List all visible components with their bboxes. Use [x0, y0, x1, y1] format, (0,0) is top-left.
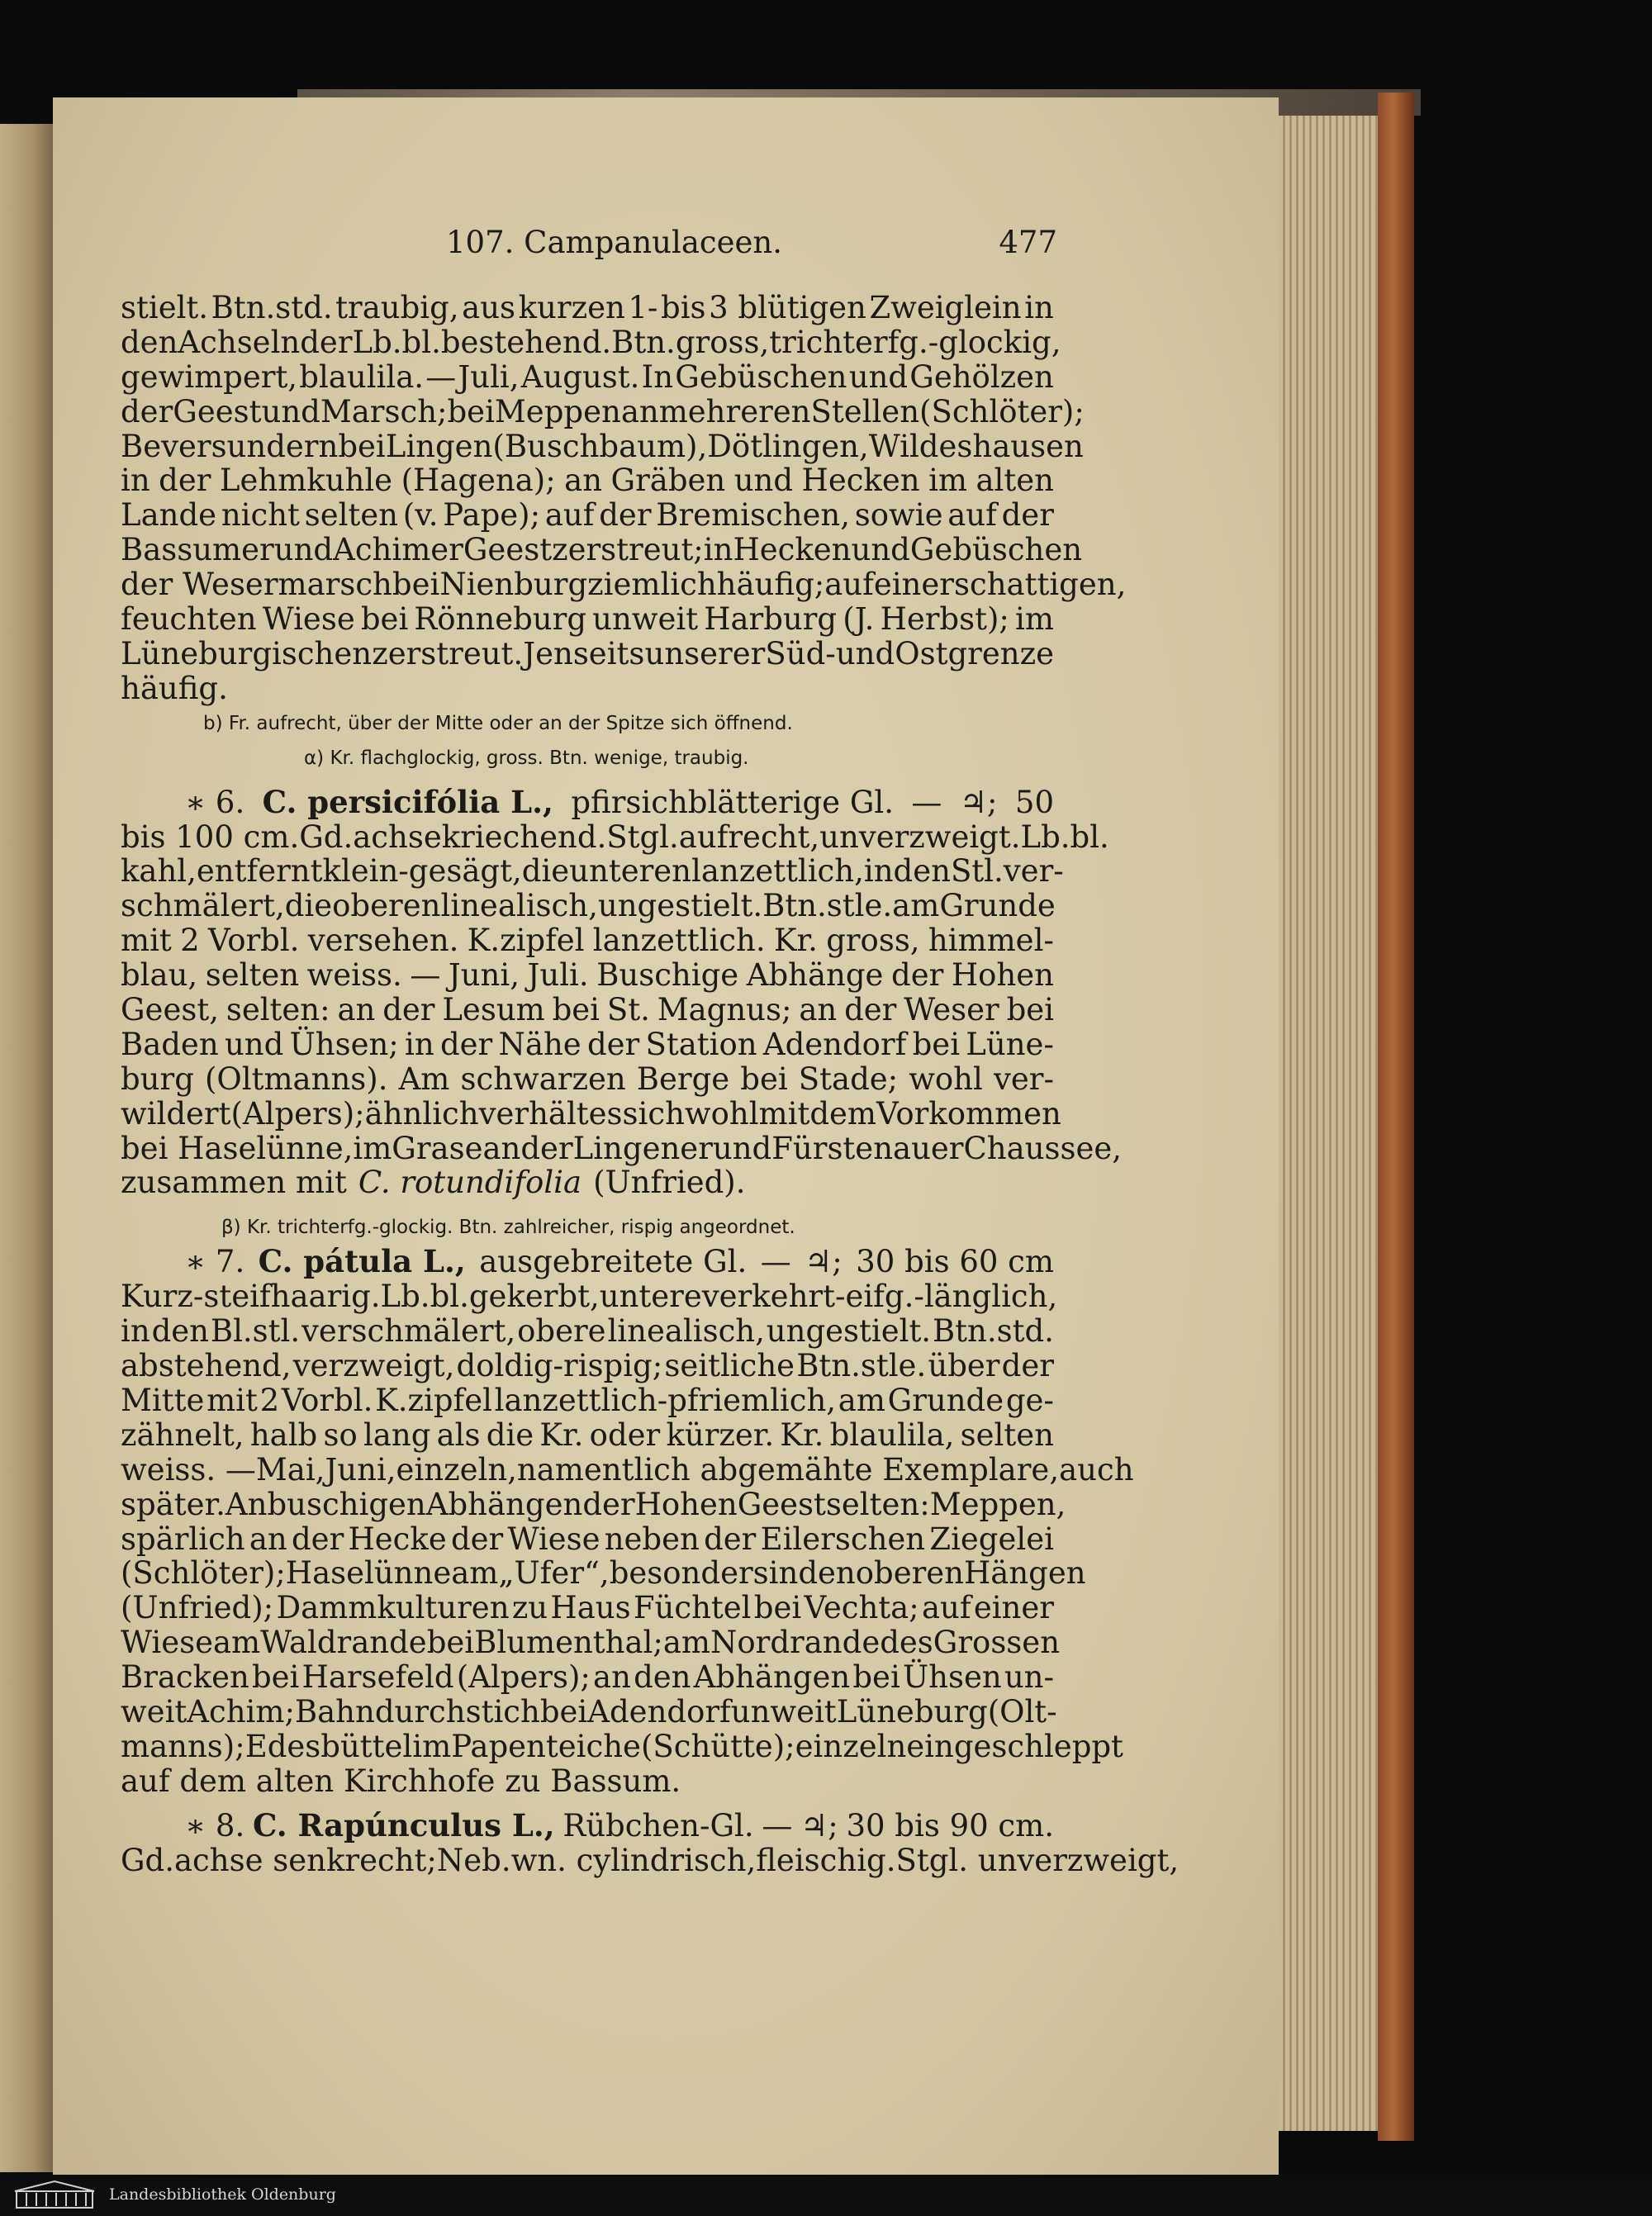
text-line: stielt. Btn.std. traubig, aus kurzen 1- bis 3 blütigen Zweiglein in: [121, 290, 1054, 325]
text-line: Baden und Ühsen; in der Nähe der Station Adendorf bei Lüne-: [121, 1026, 1054, 1062]
text-line: Geest, selten: an der Lesum bei St. Magnus; an der Weser bei: [121, 992, 1054, 1028]
text-line: Kurz-steifhaarig. Lb.bl. gekerbt, untere verkehrt-eifg.-länglich,: [121, 1279, 1058, 1315]
page-block-edges: [1279, 116, 1378, 2131]
key-note-beta: β) Kr. trichterfg.-glockig. Btn. zahlreicher, rispig angeordnet.: [221, 1217, 795, 1239]
text-line: kahl, entfernt klein-gesägt, die unteren lanzettlich, in den Stl. ver-: [121, 853, 1064, 890]
text-line: blau, selten weiss. — Juni, Juli. Buschige Abhänge der Hohen: [121, 957, 1054, 994]
text-line: der Geest und Marsch; bei Meppen an mehreren Stellen (Schlöter);: [121, 393, 1085, 429]
text-line: abstehend, verzweigt, doldig-rispig; seitliche Btn.stle. über der: [121, 1348, 1054, 1384]
species-name: C. Rapúnculus L.,: [252, 1806, 555, 1844]
running-head: [124, 225, 1057, 266]
species-heading-8: ∗ 8. C. Rapúnculus L., Rübchen-Gl. — ♃; 30 bis 90 cm.: [185, 1806, 1054, 1844]
text-line: bis 100 cm. Gd.achse kriechend. Stgl. aufrecht, unverzweigt. Lb.bl.: [121, 819, 1109, 855]
library-building-icon: [12, 2180, 97, 2211]
footer-bar: [0, 2175, 1652, 2216]
text-line: Wiese am Waldrande bei Blumenthal; am Nordrande des Grossen: [121, 1625, 1061, 1661]
text-line: zusammen mit C. rotundifolia (Unfried).: [121, 1165, 746, 1201]
text-line: Lande nicht selten (v. Pape); auf der Bremischen, sowie auf der: [121, 497, 1054, 534]
text-line: burg (Oltmanns). Am schwarzen Berge bei Stade; wohl ver-: [121, 1061, 1054, 1097]
text-line: Bassumer und Achimer Geest zerstreut; in Hecken und Gebüschen: [121, 532, 1083, 568]
text-line: in der Lehmkuhle (Hagena); an Gräben und Hecken im alten: [121, 463, 1054, 499]
library-name: Landesbibliothek Oldenburg: [109, 2185, 336, 2204]
key-note-alpha: α) Kr. flachglockig, gross. Btn. wenige, traubig.: [304, 747, 749, 769]
text-line: (Unfried); Dammkulturen zu Haus Füchtel bei Vechta; auf einer: [121, 1590, 1054, 1626]
text-line: Bracken bei Harsefeld (Alpers); an den Abhängen bei Ühsen un-: [121, 1659, 1054, 1696]
text-line: schmälert, die oberen linealisch, ungestielt. Btn.stle. am Grunde: [121, 888, 1056, 924]
species-heading-6: ∗ 6. C. persicifólia L., pfirsichblätterige Gl. — ♃; 50: [185, 783, 1054, 820]
species-8-text: [121, 1842, 1180, 1878]
chapter-title: 107. Campanulaceen.: [446, 225, 782, 260]
text-line: gewimpert, blaulila. — Juli, August. In Gebüschen und Gehölzen: [121, 358, 1054, 395]
species-name: C. pátula L.,: [258, 1243, 466, 1280]
text-line: mit 2 Vorbl. versehen. K.zipfel lanzettlich. Kr. gross, himmel-: [121, 923, 1054, 959]
text-line: weiss. — Mai, Juni, einzeln, namentlich abgemähte Exemplare, auch: [121, 1451, 1134, 1488]
taxon-italic: C. rotundifolia: [358, 1165, 582, 1201]
book-cover-edge: [1378, 93, 1414, 2141]
text-line: Beversundern bei Lingen (Buschbaum), Dötlingen, Wildeshausen: [121, 428, 1084, 464]
text-line: später. An buschigen Abhängen der Hohen Geest selten: Meppen,: [121, 1486, 1066, 1522]
page-body: [121, 290, 1180, 1878]
text-line: feuchten Wiese bei Rönneburg unweit Harburg (J. Herbst); im: [121, 601, 1054, 638]
species-6-text: [121, 819, 1123, 1166]
text-line: Lüneburgischen zerstreut. Jenseits unserer Süd- und Ostgrenze: [121, 635, 1054, 671]
species-number: ∗ 8.: [185, 1807, 245, 1844]
text-line: weit Achim; Bahndurchstich bei Adendorf unweit Lüneburg (Olt-: [121, 1693, 1057, 1730]
key-note-b: b) Fr. aufrecht, über der Mitte oder an der Spitze sich öffnend.: [203, 712, 793, 734]
species-7-text: [121, 1279, 1134, 1764]
paragraph-campanula-continued: [121, 290, 1127, 671]
species-number: ∗ 6.: [185, 784, 245, 820]
text-line: in den Bl.stl. verschmälert, obere linealisch, ungestielt. Btn.std.: [121, 1313, 1054, 1350]
text-line: häufig.: [121, 670, 228, 706]
text-line: (Schlöter); Haselünne am „Ufer“, besonders in den oberen Hängen: [121, 1555, 1086, 1592]
left-page-edge: [0, 124, 53, 2172]
text-line: spärlich an der Hecke der Wiese neben der Eilerschen Ziegelei: [121, 1521, 1054, 1557]
text-line: Mitte mit 2 Vorbl. K.zipfel lanzettlich-pfriemlich, am Grunde ge-: [121, 1382, 1054, 1418]
species-number: ∗ 7.: [185, 1244, 245, 1280]
species-name: C. persicifólia L.,: [262, 783, 553, 820]
text-line: manns); Edesbüttel im Papenteiche (Schütte); einzeln eingeschleppt: [121, 1728, 1123, 1764]
text-line: den Achseln der Lb.bl. bestehend. Btn. gross, trichterfg.-glockig,: [121, 324, 1061, 360]
text-line: wildert (Alpers); ähnlich verhält es sich wohl mit dem Vorkommen: [121, 1095, 1061, 1132]
species-heading-7: ∗ 7. C. pátula L., ausgebreitete Gl. — ♃; 30 bis 60 cm: [185, 1243, 1054, 1280]
text-line: der Wesermarsch bei Nienburg ziemlich häufig; auf einer schattigen,: [121, 567, 1127, 603]
text-line: Gd.achse senkrecht; Neb.wn. cylindrisch, fleischig. Stgl. unverzweigt,: [121, 1842, 1180, 1878]
text-line: zähnelt, halb so lang als die Kr. oder kürzer. Kr. blaulila, selten: [121, 1416, 1054, 1453]
text-line: bei Haselünne, im Grase an der Lingener und Fürstenauer Chaussee,: [121, 1130, 1123, 1166]
page-number: 477: [999, 225, 1057, 260]
text-line: auf dem alten Kirchhofe zu Bassum.: [121, 1763, 681, 1799]
